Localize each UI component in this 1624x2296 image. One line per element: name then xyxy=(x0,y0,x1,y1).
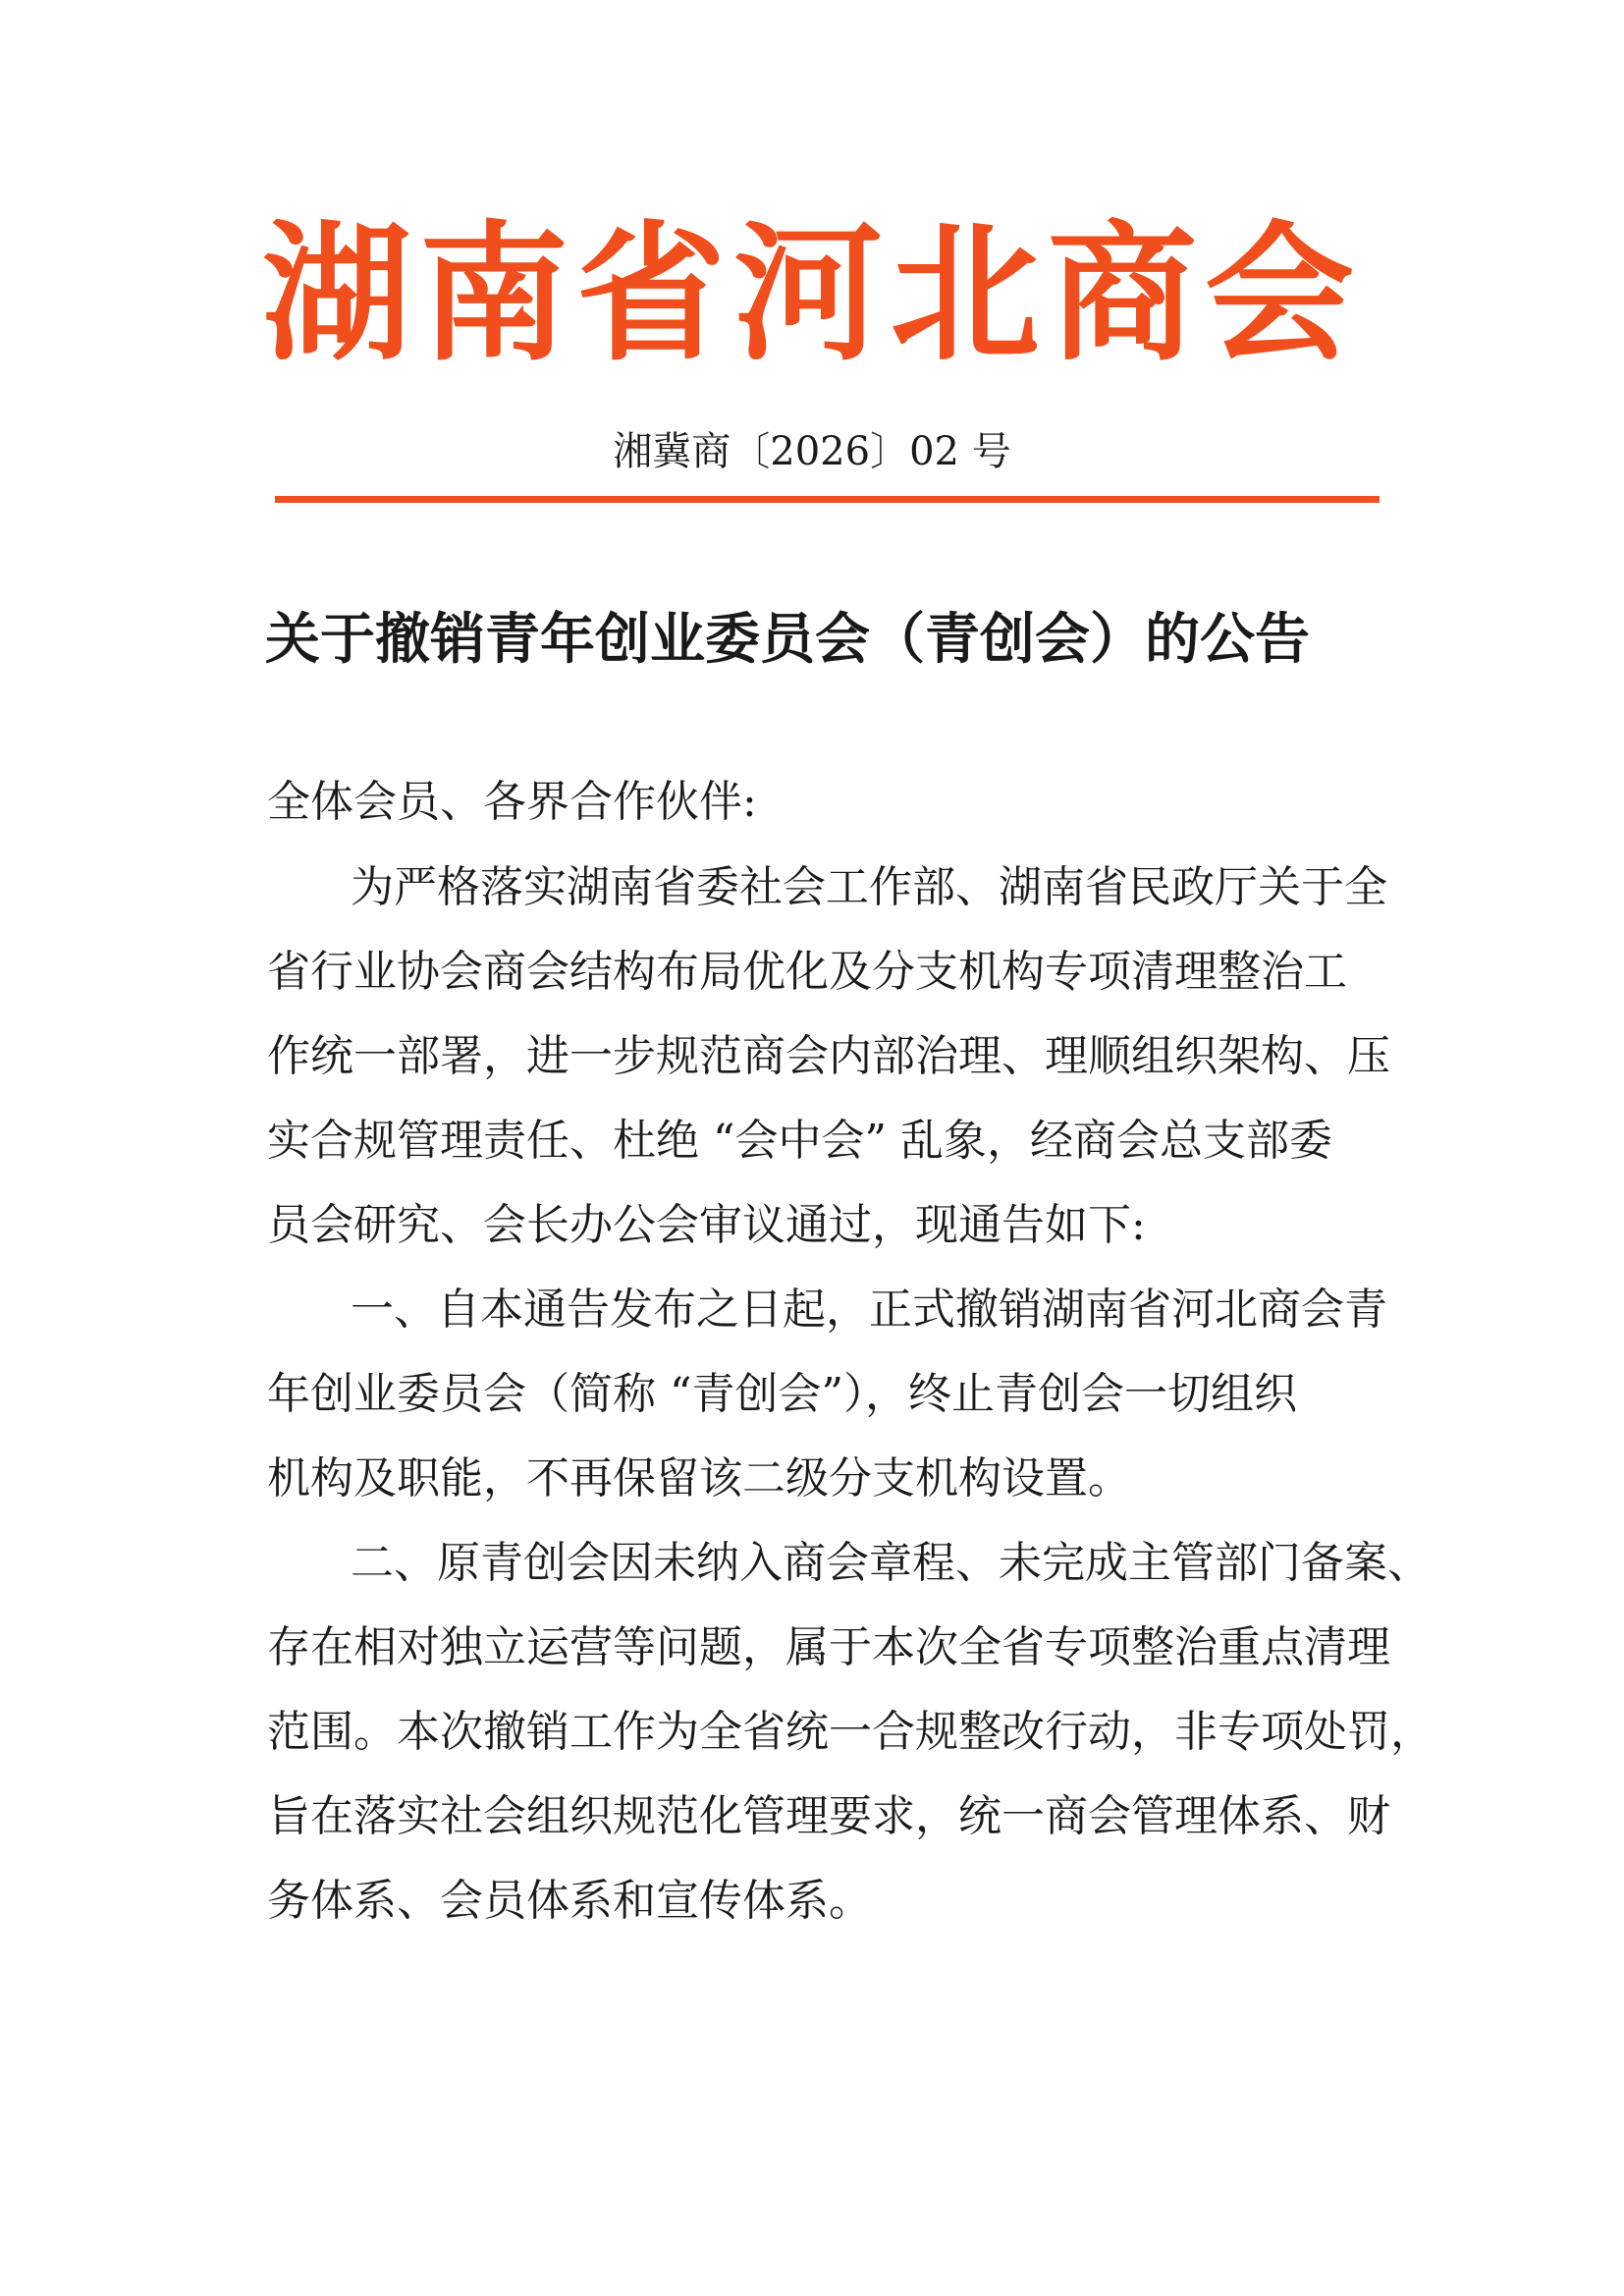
body-line: 机构及职能，不再保留该二级分支机构设置。 xyxy=(267,1453,1131,1503)
body-line: 旨在落实社会组织规范化管理要求，统一商会管理体系、财 xyxy=(267,1791,1390,1841)
body-line: 存在相对独立运营等问题，属于本次全省专项整治重点清理 xyxy=(267,1622,1390,1672)
body-line: 作统一部署，进一步规范商会内部治理、理顺组织架构、压 xyxy=(267,1031,1390,1081)
body-line: 员会研究、会长办公会审议通过，现通告如下: xyxy=(267,1200,1146,1250)
org-name-header: 湖南省河北商会 xyxy=(262,207,1362,381)
document-title: 关于撤销青年创业委员会（青创会）的公告 xyxy=(265,608,1310,672)
body-line: 省行业协会商会结构布局优化及分支机构专项清理整治工 xyxy=(267,947,1347,997)
body-line: 年创业委员会（简称 “青创会”），终止青创会一切组织 xyxy=(267,1369,1297,1419)
body-line: 一、自本通告发布之日起，正式撤销湖南省河北商会青 xyxy=(351,1285,1387,1335)
red-divider-line xyxy=(275,496,1380,503)
document-number: 湘冀商〔2026〕02 号 xyxy=(613,429,1011,474)
body-line: 为严格落实湖南省委社会工作部、湖南省民政厅关于全 xyxy=(351,862,1387,912)
body-line: 实合规管理责任、杜绝 “会中会” 乱象，经商会总支部委 xyxy=(267,1116,1332,1166)
body-line: 务体系、会员体系和宣传体系。 xyxy=(267,1876,872,1926)
body-line: 范围。本次撤销工作为全省统一合规整改行动，非专项处罚， xyxy=(267,1707,1434,1757)
body-line: 二、原青创会因未纳入商会章程、未完成主管部门备案、 xyxy=(351,1538,1431,1588)
salutation: 全体会员、各界合作伙伴: xyxy=(267,777,757,827)
